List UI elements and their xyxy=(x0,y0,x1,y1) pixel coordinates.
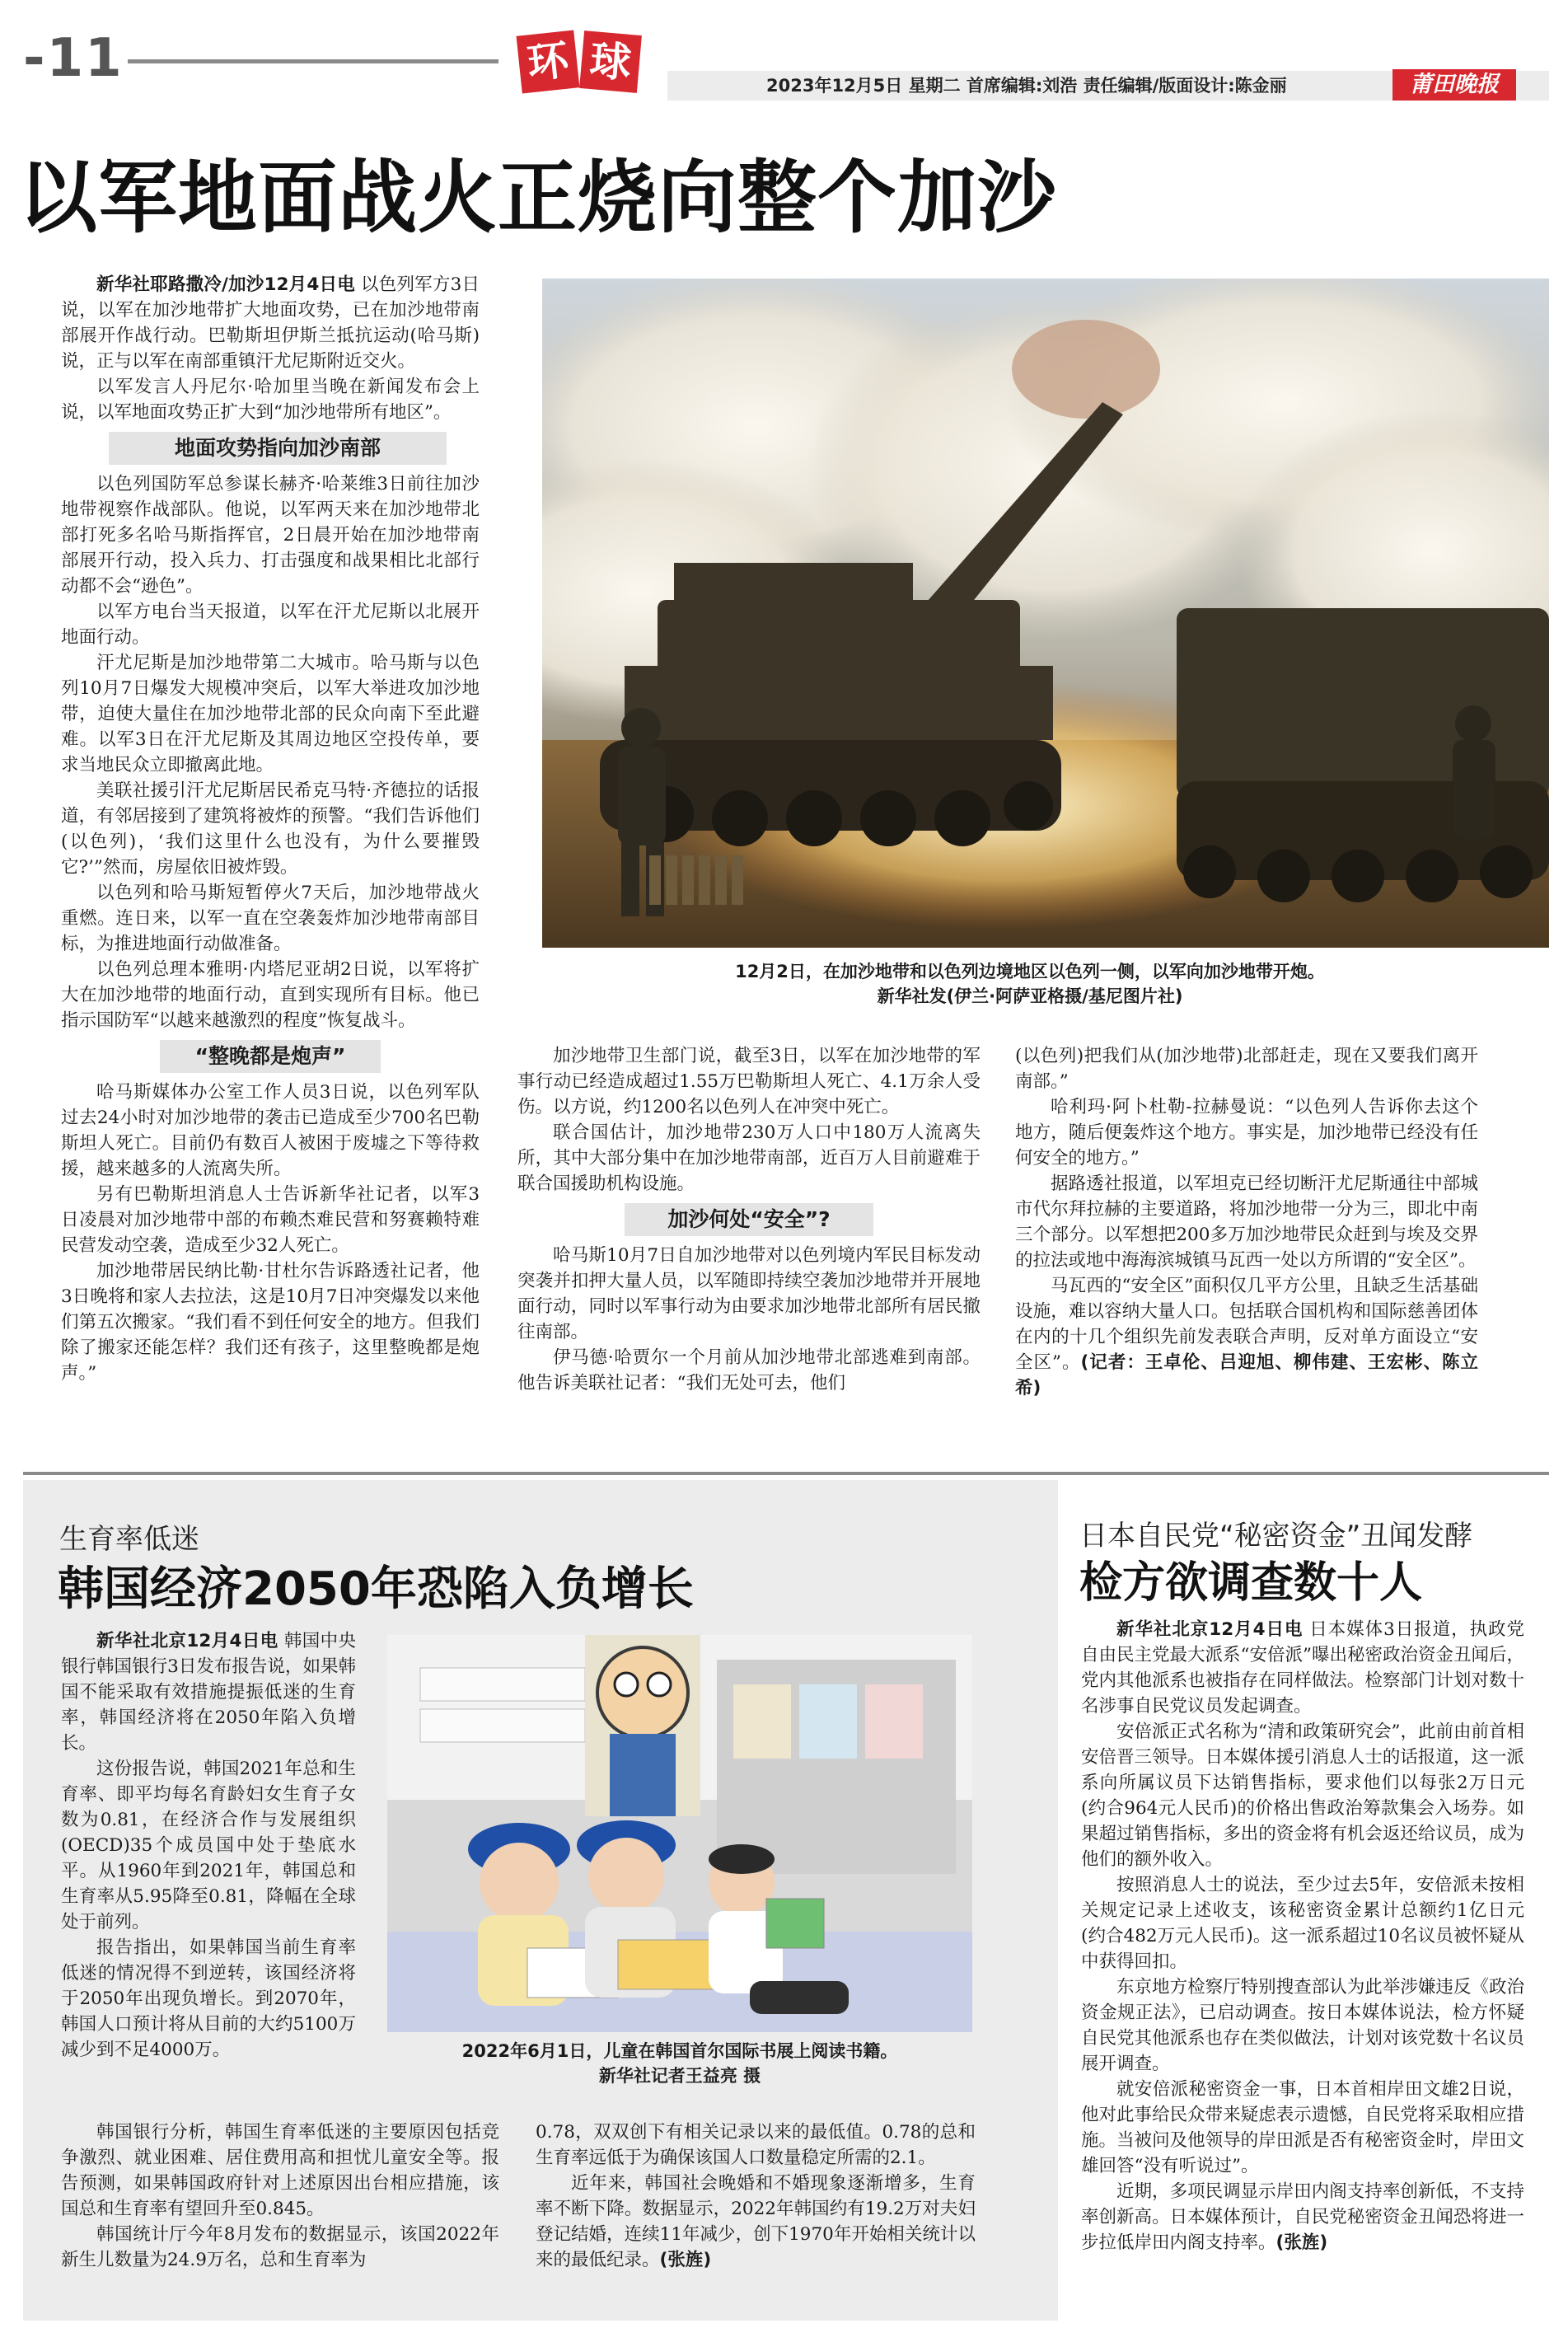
paragraph: 以军发言人丹尼尔·哈加里当晚在新闻发布会上说，以军地面攻势正扩大到“加沙地带所有地区”。 xyxy=(61,377,480,423)
paragraph: (以色列)把我们从(加沙地带)北部赶走，现在又要我们离开南部。” xyxy=(1015,1046,1478,1092)
dateline: 新华社北京12月4日电 xyxy=(1116,1619,1304,1640)
main-col-3 xyxy=(1015,1043,1478,1401)
dateline: 新华社耶路撒冷/加沙12月4日电 xyxy=(96,274,355,295)
artillery-photo xyxy=(542,279,1549,948)
paragraph: 加沙地带卫生部门说，截至3日，以军在加沙地带的军事行动已经造成超过1.55万巴勒斯坦人死亡、4.1万余人受伤。以方说，约1200名以色列人在冲突中死亡。 xyxy=(517,1046,981,1117)
paragraph: 东京地方检察厅特别搜查部认为此举涉嫌违反《政治资金规正法》，已启动调查。按日本媒体说法，检方怀疑自民党其他派系也存在类似做法，计划对该党数十名议员展开调查。 xyxy=(1081,1977,1524,2074)
paragraph: 汗尤尼斯是加沙地带第二大城市。哈马斯与以色列10月7日爆发大规模冲突后，以军大举进攻加沙地带，迫使大量住在加沙地带北部的民众向南下至此避难。以军3日在汗尤尼斯及其周边地区空投传单，要求当地民众立即撤离此地。 xyxy=(61,653,480,775)
korea-kicker: 生育率低迷 xyxy=(59,1523,199,1556)
subhead-ground-offensive: 地面攻势指向加沙南部 xyxy=(109,432,447,465)
korea-photo-caption-line-1: 2022年6月1日，儿童在韩国首尔国际书展上阅读书籍。 xyxy=(461,2041,898,2061)
section-badge xyxy=(519,33,651,91)
korea-headline: 韩国经济2050年恐陷入负增长 xyxy=(58,1562,694,1616)
book-fair-photo xyxy=(387,1635,972,2032)
page-number: -11 xyxy=(23,28,124,89)
byline: (张旌) xyxy=(659,2250,712,2270)
main-photo-caption-credit: 新华社发(伊兰·阿萨亚格摄/基尼图片社) xyxy=(877,986,1183,1006)
paragraph: 韩国统计厅今年8月发布的数据显示，该国2022年新生儿数量为24.9万名，总和生育率为 xyxy=(61,2224,499,2270)
section-divider xyxy=(23,1472,1549,1475)
section-char-1: 环 xyxy=(517,30,580,94)
header-info-line: 2023年12月5日 星期二 首席编辑:刘浩 责任编辑/版面设计:陈金丽 xyxy=(766,76,1287,96)
korea-photo-caption-credit: 新华社记者王益亮 摄 xyxy=(598,2066,761,2086)
lead-paragraph: 韩国中央银行韩国银行3日发布报告说，如果韩国不能采取有效措施提振低迷的生育率，韩国经济将在2050年陷入负增长。 xyxy=(61,1631,356,1754)
byline: (张旌) xyxy=(1275,2232,1328,2253)
paragraph: 加沙地带居民纳比勒·甘杜尔告诉路透社记者，他3日晚将和家人去拉法，这是10月7日冲突爆发以来他们第五次搬家。“我们看不到任何安全的地方。但我们除了搬家还能怎样？我们还有孩子，这里整晚都是炮声。” xyxy=(61,1261,480,1384)
main-headline: 以军地面战火正烧向整个加沙 xyxy=(18,152,1057,244)
paragraph: 联合国估计，加沙地带230万人口中180万人流离失所，其中大部分集中在加沙地带南部，近百万人目前避难于联合国援助机构设施。 xyxy=(517,1122,981,1194)
paragraph: 以色列总理本雅明·内塔尼亚胡2日说，以军将扩大在加沙地带的地面行动，直到实现所有目标。他已指示国防军“以越来越激烈的程度”恢复战斗。 xyxy=(61,959,480,1031)
subhead-shelling-all-night: “整晚都是炮声” xyxy=(160,1040,381,1073)
reporters-credit: (记者：王卓伦、吕迎旭、柳伟建、王宏彬、陈立希) xyxy=(1015,1352,1478,1398)
paragraph: 哈马斯媒体办公室工作人员3日说，以色列军队过去24小时对加沙地带的袭击已造成至少700名巴勒斯坦人死亡。目前仍有数百人被困于废墟之下等待救援，越来越多的人流离失所。 xyxy=(61,1082,480,1179)
paragraph: 以军方电台当天报道，以军在汗尤尼斯以北展开地面行动。 xyxy=(61,602,480,648)
japan-headline: 检方欲调查数十人 xyxy=(1079,1558,1423,1608)
paragraph: 据路透社报道，以军坦克已经切断汗尤尼斯通往中部城市代尔拜拉赫的主要道路，将加沙地带一分为三，即北中南三个部分。以军想把200多万加沙地带民众赶到与埃及交界的拉法或地中海海滨城镇马瓦西一处以方所谓的“安全区”。 xyxy=(1015,1173,1478,1271)
paragraph: 哈利玛·阿卜杜勒-拉赫曼说：“以色列人告诉你去这个地方，随后便轰炸这个地方。事实是，加沙地带已经没有任何安全的地方。” xyxy=(1015,1097,1478,1169)
paragraph: 近年来，韩国社会晚婚和不婚现象逐渐增多，生育率不断下降。数据显示，2022年韩国约有19.2万对夫妇登记结婚，连续11年减少，创下1970年开始相关统计以来的最低纪录。 xyxy=(536,2173,976,2270)
korea-col-1 xyxy=(61,1628,356,2063)
paragraph: 就安倍派秘密资金一事，日本首相岸田文雄2日说，他对此事给民众带来疑虑表示遗憾，自民党将采取相应措施。当被问及他领导的岸田派是否有秘密资金时，岸田文雄回答“没有听说过”。 xyxy=(1081,2079,1524,2176)
paragraph: 另有巴勒斯坦消息人士告诉新华社记者，以军3日凌晨对加沙地带中部的布赖杰难民营和努赛赖特难民营发动空袭，造成至少32人死亡。 xyxy=(61,1184,480,1256)
paragraph: 按照消息人士的说法，至少过去5年，安倍派未按相关规定记录上述收支，该秘密资金累计总额约1亿日元(约合482万元人民币)。这一派系超过10名议员被怀疑从中获得回扣。 xyxy=(1081,1875,1524,1972)
japan-body xyxy=(1081,1617,1524,2255)
main-col-1 xyxy=(61,272,480,1386)
korea-col-2-bottom xyxy=(536,2120,976,2273)
paragraph: 以色列和哈马斯短暂停火7天后，加沙地带战火重燃。连日来，以军一直在空袭轰炸加沙地带南部目标，为推进地面行动做准备。 xyxy=(61,883,480,954)
dateline: 新华社北京12月4日电 xyxy=(96,1631,278,1651)
paragraph: 美联社援引汗尤尼斯居民希克马特·齐德拉的话报道，有邻居接到了建筑将被炸的预警。“我们告诉他们(以色列)，‘我们这里什么也没有，为什么要摧毁它?’”然而，房屋依旧被炸毁。 xyxy=(61,780,480,878)
paragraph: 近期，多项民调显示岸田内阁支持率创新低，不支持率创新高。日本媒体预计，自民党秘密资金丑闻恐将进一步拉低岸田内阁支持率。 xyxy=(1081,2181,1524,2253)
main-photo-caption xyxy=(511,959,1549,1009)
korea-photo-caption xyxy=(363,2039,997,2088)
paragraph: 安倍派正式名称为“清和政策研究会”，此前由前首相安倍晋三领导。日本媒体援引消息人士的话报道，这一派系向所属议员下达销售指标，要求他们以每张2万日元(约合964元人民币)的价格出售政治筹款集会入场券。如果超过销售指标，多出的资金将有机会返还给议员，成为他们的额外收入。 xyxy=(1081,1721,1524,1870)
main-photo-caption-line-1: 12月2日，在加沙地带和以色列边境地区以色列一侧，以军向加沙地带开炮。 xyxy=(735,962,1325,981)
paragraph: 伊马德·哈贾尔一个月前从加沙地带北部逃难到南部。他告诉美联社记者：“我们无处可去，他们 xyxy=(517,1347,981,1394)
paragraph: 马瓦西的“安全区”面积仅几平方公里，且缺乏生活基础设施，难以容纳大量人口。包括联合国机构和国际慈善团体在内的十几个组织先前发表联合声明，反对单方面设立“安全区”。 xyxy=(1015,1276,1478,1373)
paragraph: 以色列国防军总参谋长赫齐·哈莱维3日前往加沙地带视察作战部队。他说，以军两天来在加沙地带北部打死多名哈马斯指挥官，2日晨开始在加沙地带南部展开行动，投入兵力、打击强度和战果相比北部行动都不会“逊色”。 xyxy=(61,474,480,597)
paragraph: 这份报告说，韩国2021年总和生育率、即平均每名育龄妇女生育子女数为0.81，在经济合作与发展组织(OECD)35个成员国中处于垫底水平。从1960年到2021年，韩国总和生育率从5.95降至0.81，降幅在全球处于前列。 xyxy=(61,1759,356,1932)
book-fair-photo-illustration xyxy=(387,1635,972,2032)
newspaper-logo: 莆田晚报 xyxy=(1392,69,1516,101)
lead-paragraph: 日本媒体3日报道，执政党自由民主党最大派系“安倍派”曝出秘密政治资金丑闻后，党内其他派系也被指存在同样做法。检察部门计划对数十名涉事自民党议员发起调查。 xyxy=(1081,1619,1524,1717)
korea-col-1-bottom xyxy=(61,2120,499,2273)
paragraph: 0.78，双双创下有相关记录以来的最低值。0.78的总和生育率远低于为确保该国人口数量稳定所需的2.1。 xyxy=(536,2122,976,2168)
paragraph: 韩国银行分析，韩国生育率低迷的主要原因包括竞争激烈、就业困难、居住费用高和担忧儿童安全等。报告预测，如果韩国政府针对上述原因出台相应措施，该国总和生育率有望回升至0.845。 xyxy=(61,2122,499,2219)
header-rule-left xyxy=(128,59,498,63)
paragraph: 报告指出，如果韩国当前生育率低迷的情况得不到逆转，该国经济将于2050年出现负增长。到2070年，韩国人口预计将从目前的大约5100万减少到不足4000万。 xyxy=(61,1937,356,2060)
paragraph: 哈马斯10月7日自加沙地带对以色列境内军民目标发动突袭并扣押大量人员，以军随即持续空袭加沙地带并开展地面行动，同时以军事行动为由要求加沙地带北部所有居民撤往南部。 xyxy=(517,1245,981,1342)
main-col-2 xyxy=(517,1043,981,1396)
japan-kicker: 日本自民党“秘密资金”丑闻发酵 xyxy=(1079,1520,1473,1553)
section-char-2: 球 xyxy=(579,30,642,93)
artillery-photo-illustration xyxy=(542,279,1549,948)
subhead-where-safe: 加沙何处“安全”? xyxy=(625,1203,873,1236)
lead-paragraph: 以色列军方3日说，以军在加沙地带扩大地面攻势，已在加沙地带南部展开作战行动。巴勒斯坦伊斯兰抵抗运动(哈马斯)说，正与以军在南部重镇汗尤尼斯附近交火。 xyxy=(61,274,480,372)
